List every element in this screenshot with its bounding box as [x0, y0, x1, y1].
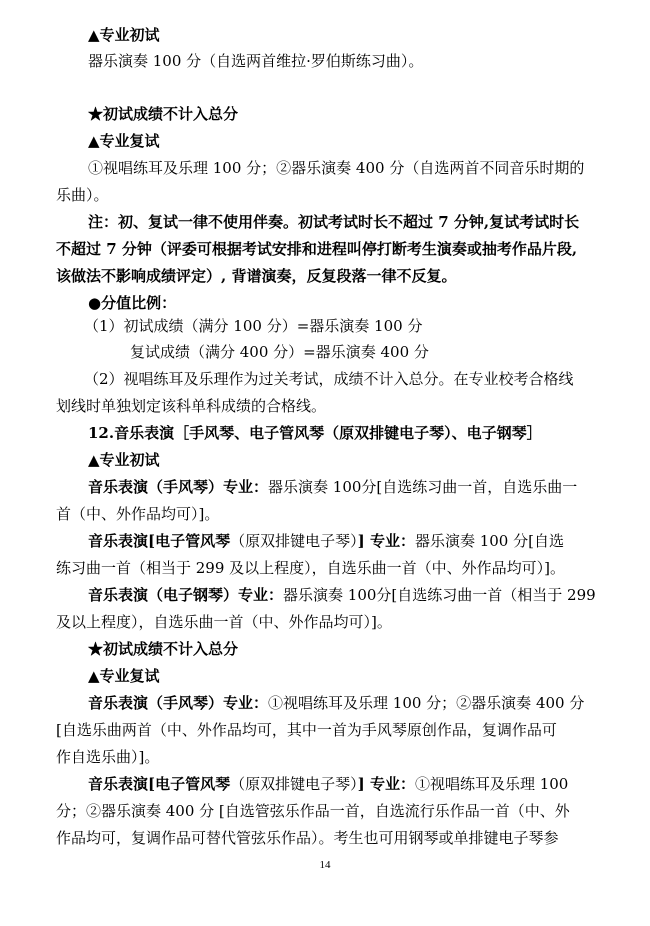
paragraph-text: 器乐演奏 100 分（自选两首维拉·罗伯斯练习曲）。 [88, 52, 424, 70]
paragraph-line [0, 528, 650, 554]
note-paragraph [0, 209, 650, 235]
paragraph-line [0, 501, 650, 527]
paragraph-text: 器乐演奏 100分[自选练习曲一首，自选乐曲一 [268, 478, 578, 496]
paragraph-line [0, 744, 650, 770]
note-text: ★初试成绩不计入总分 [88, 640, 239, 658]
major-label: 音乐表演[电子管风琴 [88, 532, 231, 550]
paragraph-text: 分；②器乐演奏 400 分 [自选管弦乐作品一首，自选流行乐作品一首（中、外 [56, 802, 570, 820]
paragraph-text: 练习曲一首（相当于 299 及以上程度），自选乐曲一首（中、外作品均可）]。 [56, 559, 566, 577]
major-label: 音乐表演（电子钢琴）专业： [88, 586, 284, 604]
paragraph-line [0, 609, 650, 635]
paragraph-text: ①视唱练耳及乐理 100 分；②器乐演奏 400 分 [268, 694, 585, 712]
note-preliminary-not-counted [0, 636, 650, 662]
heading-text: ▲专业初试 [88, 451, 160, 469]
paragraph-text: 器乐演奏 100 分[自选 [414, 532, 564, 550]
paragraph-line [0, 717, 650, 743]
paragraph-line [0, 582, 650, 608]
paragraph-text: 作自选乐曲）]。 [56, 748, 160, 766]
note-preliminary-not-counted [0, 101, 650, 127]
major-label: 音乐表演（手风琴）专业： [88, 694, 269, 712]
paragraph-line [0, 690, 650, 716]
score-line [0, 339, 650, 365]
paragraph-text: 首（中、外作品均可）]。 [56, 505, 220, 523]
paragraph-line [0, 182, 650, 208]
major-label-note: （原双排键电子琴） [230, 775, 358, 793]
heading-text: ▲专业复试 [88, 132, 160, 150]
paragraph-text: ①视唱练耳及乐理 100 分；②器乐演奏 400 分（自选两首不同音乐时期的 [88, 159, 585, 177]
page-number: 14 [319, 859, 331, 871]
note-paragraph [0, 263, 650, 289]
heading-professional-retest [0, 663, 650, 689]
heading-professional-retest [0, 128, 650, 154]
paragraph-text: 及以上程度），自选乐曲一首（中、外作品均可）]。 [56, 613, 392, 631]
major-label: ] 专业： [357, 775, 415, 793]
section-heading-text: 12.音乐表演［手风琴、电子管风琴（原双排键电子琴）、电子钢琴］ [88, 424, 542, 442]
paragraph-line [0, 48, 650, 74]
note-text: ★初试成绩不计入总分 [88, 105, 239, 123]
score-line [0, 313, 650, 339]
paragraph-text: ①视唱练耳及乐理 100 [414, 775, 569, 793]
paragraph-line [0, 798, 650, 824]
paragraph-text: 作品均可，复调作品可替代管弦乐作品）。考生也可用钢琴或单排键电子琴参 [56, 829, 559, 847]
note-text: 该做法不影响成绩评定）, 背谱演奏，反复段落一律不反复。 [56, 267, 457, 285]
note-text: 不超过 7 分钟（评委可根据考试安排和进程叫停打断考生演奏或抽考作品片段, [56, 240, 578, 258]
paragraph-line [0, 155, 650, 181]
major-label: 音乐表演（手风琴）专业： [88, 478, 269, 496]
heading-professional-preliminary [0, 22, 650, 48]
heading-text: ▲专业复试 [88, 667, 160, 685]
paragraph-line [0, 393, 650, 419]
paragraph-text: [自选乐曲两首（中、外作品均可，其中一首为手风琴原创作品，复调作品可 [56, 721, 557, 739]
heading-text: ▲专业初试 [88, 26, 160, 44]
note-text: 注：初、复试一律不使用伴奏。初试考试时长不超过 7 分钟,复试考试时长 [88, 213, 580, 231]
paragraph-text: 乐曲）。 [56, 186, 109, 204]
paragraph-line [0, 366, 650, 392]
paragraph-text: 划线时单独划定该科单科成绩的合格线。 [56, 397, 327, 415]
paragraph-line [0, 825, 650, 851]
paragraph-text: （2）视唱练耳及乐理作为过关考试，成绩不计入总分。在专业校考合格线 [84, 370, 574, 388]
major-label: ] 专业： [357, 532, 415, 550]
heading-professional-preliminary [0, 447, 650, 473]
paragraph-line [0, 474, 650, 500]
major-label-note: （原双排键电子琴） [230, 532, 358, 550]
heading-text: ●分值比例： [88, 294, 177, 312]
paragraph-text: 器乐演奏 100分[自选练习曲一首（相当于 299 [283, 586, 596, 604]
paragraph-line [0, 771, 650, 797]
note-paragraph [0, 236, 650, 262]
score-text: 复试成绩（满分 400 分）=器乐演奏 400 分 [130, 343, 429, 361]
paragraph-line [0, 555, 650, 581]
major-label: 音乐表演[电子管风琴 [88, 775, 231, 793]
score-text: （1）初试成绩（满分 100 分）=器乐演奏 100 分 [84, 317, 423, 335]
section-heading-12 [0, 420, 650, 446]
